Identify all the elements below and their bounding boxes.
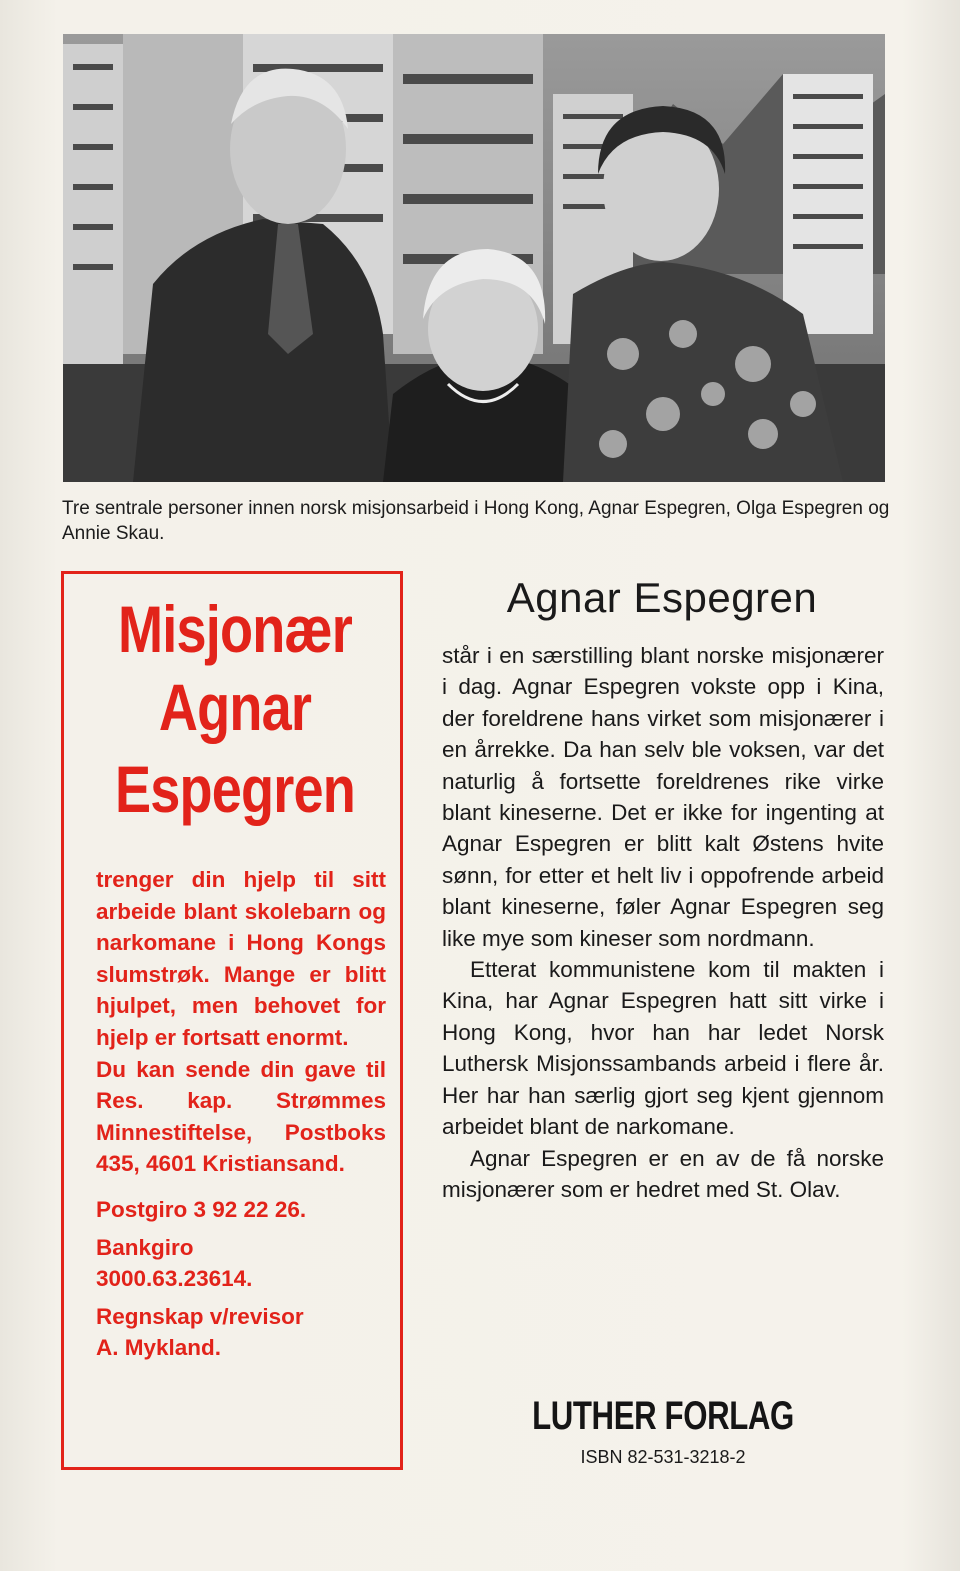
appeal-accounting-line2: A. Mykland. bbox=[96, 1335, 222, 1361]
photo bbox=[63, 34, 885, 482]
publisher-logo: LUTHER FORLAG bbox=[532, 1394, 794, 1438]
appeal-text bbox=[96, 864, 386, 1364]
article-paragraph-1: står i en særstilling blant norske misjonærer i dag. Agnar Espegren vokste opp i Kina, der foreldrene hans virket som misjonærer i en årrekke. Da han selv ble voksen, var det naturlig å fortsette foreldrenes rike virke blant kineserne. Det er ikke for ingenting at Agnar Espegren er blitt kalt Østens hvite sønn, for etter et helt liv i oppofrende arbeid blant kineserne, føler Agnar Espegren seg like mye som kineser som nordmann. bbox=[442, 643, 884, 951]
isbn: ISBN 82-531-3218-2 bbox=[580, 1447, 746, 1467]
appeal-bankgiro-number: 3000.63.23614. bbox=[96, 1266, 253, 1292]
appeal-postgiro: Postgiro 3 92 22 26. bbox=[96, 1196, 307, 1222]
photo-caption: Tre sentrale personer innen norsk misjonsarbeid i Hong Kong, Agnar Espegren, Olga Espegren og Annie Skau. bbox=[62, 498, 890, 544]
appeal-body: trenger din hjelp til sitt arbeide blant skolebarn og narkomane i Hong Kongs slumstrøk. Mange er blitt hjulpet, men behovet for hjelp er fortsatt enormt. bbox=[96, 867, 386, 1050]
photo-three-people-icon bbox=[63, 34, 885, 482]
article-body bbox=[442, 640, 884, 1205]
donation-appeal-box bbox=[61, 571, 403, 1470]
appeal-title-line3: Espegren bbox=[114, 752, 356, 826]
appeal-title-line1: Misjonær bbox=[117, 592, 352, 666]
appeal-address: Du kan sende din gave til Res. kap. Strømmes Minnestiftelse, Postboks 435, 4601 Kristiansand. bbox=[96, 1056, 386, 1177]
appeal-accounting-line1: Regnskap v/revisor bbox=[96, 1303, 304, 1329]
appeal-title-line2: Agnar bbox=[158, 670, 312, 744]
appeal-bankgiro-label: Bankgiro bbox=[96, 1234, 194, 1260]
article-paragraph-2: Etterat kommunistene kom til makten i Kina, har Agnar Espegren hatt sitt virke i Hong Kong, hvor han har ledet Norsk Luthersk Misjonssambands arbeid i flere år. Her har han særlig gjort seg kjent gjennom arbeidet blant de narkomane. bbox=[442, 957, 884, 1140]
article-paragraph-3: Agnar Espegren er en av de få norske misjonærer som er hedret med St. Olav. bbox=[442, 1145, 884, 1202]
article-heading: Agnar Espegren bbox=[506, 574, 818, 621]
